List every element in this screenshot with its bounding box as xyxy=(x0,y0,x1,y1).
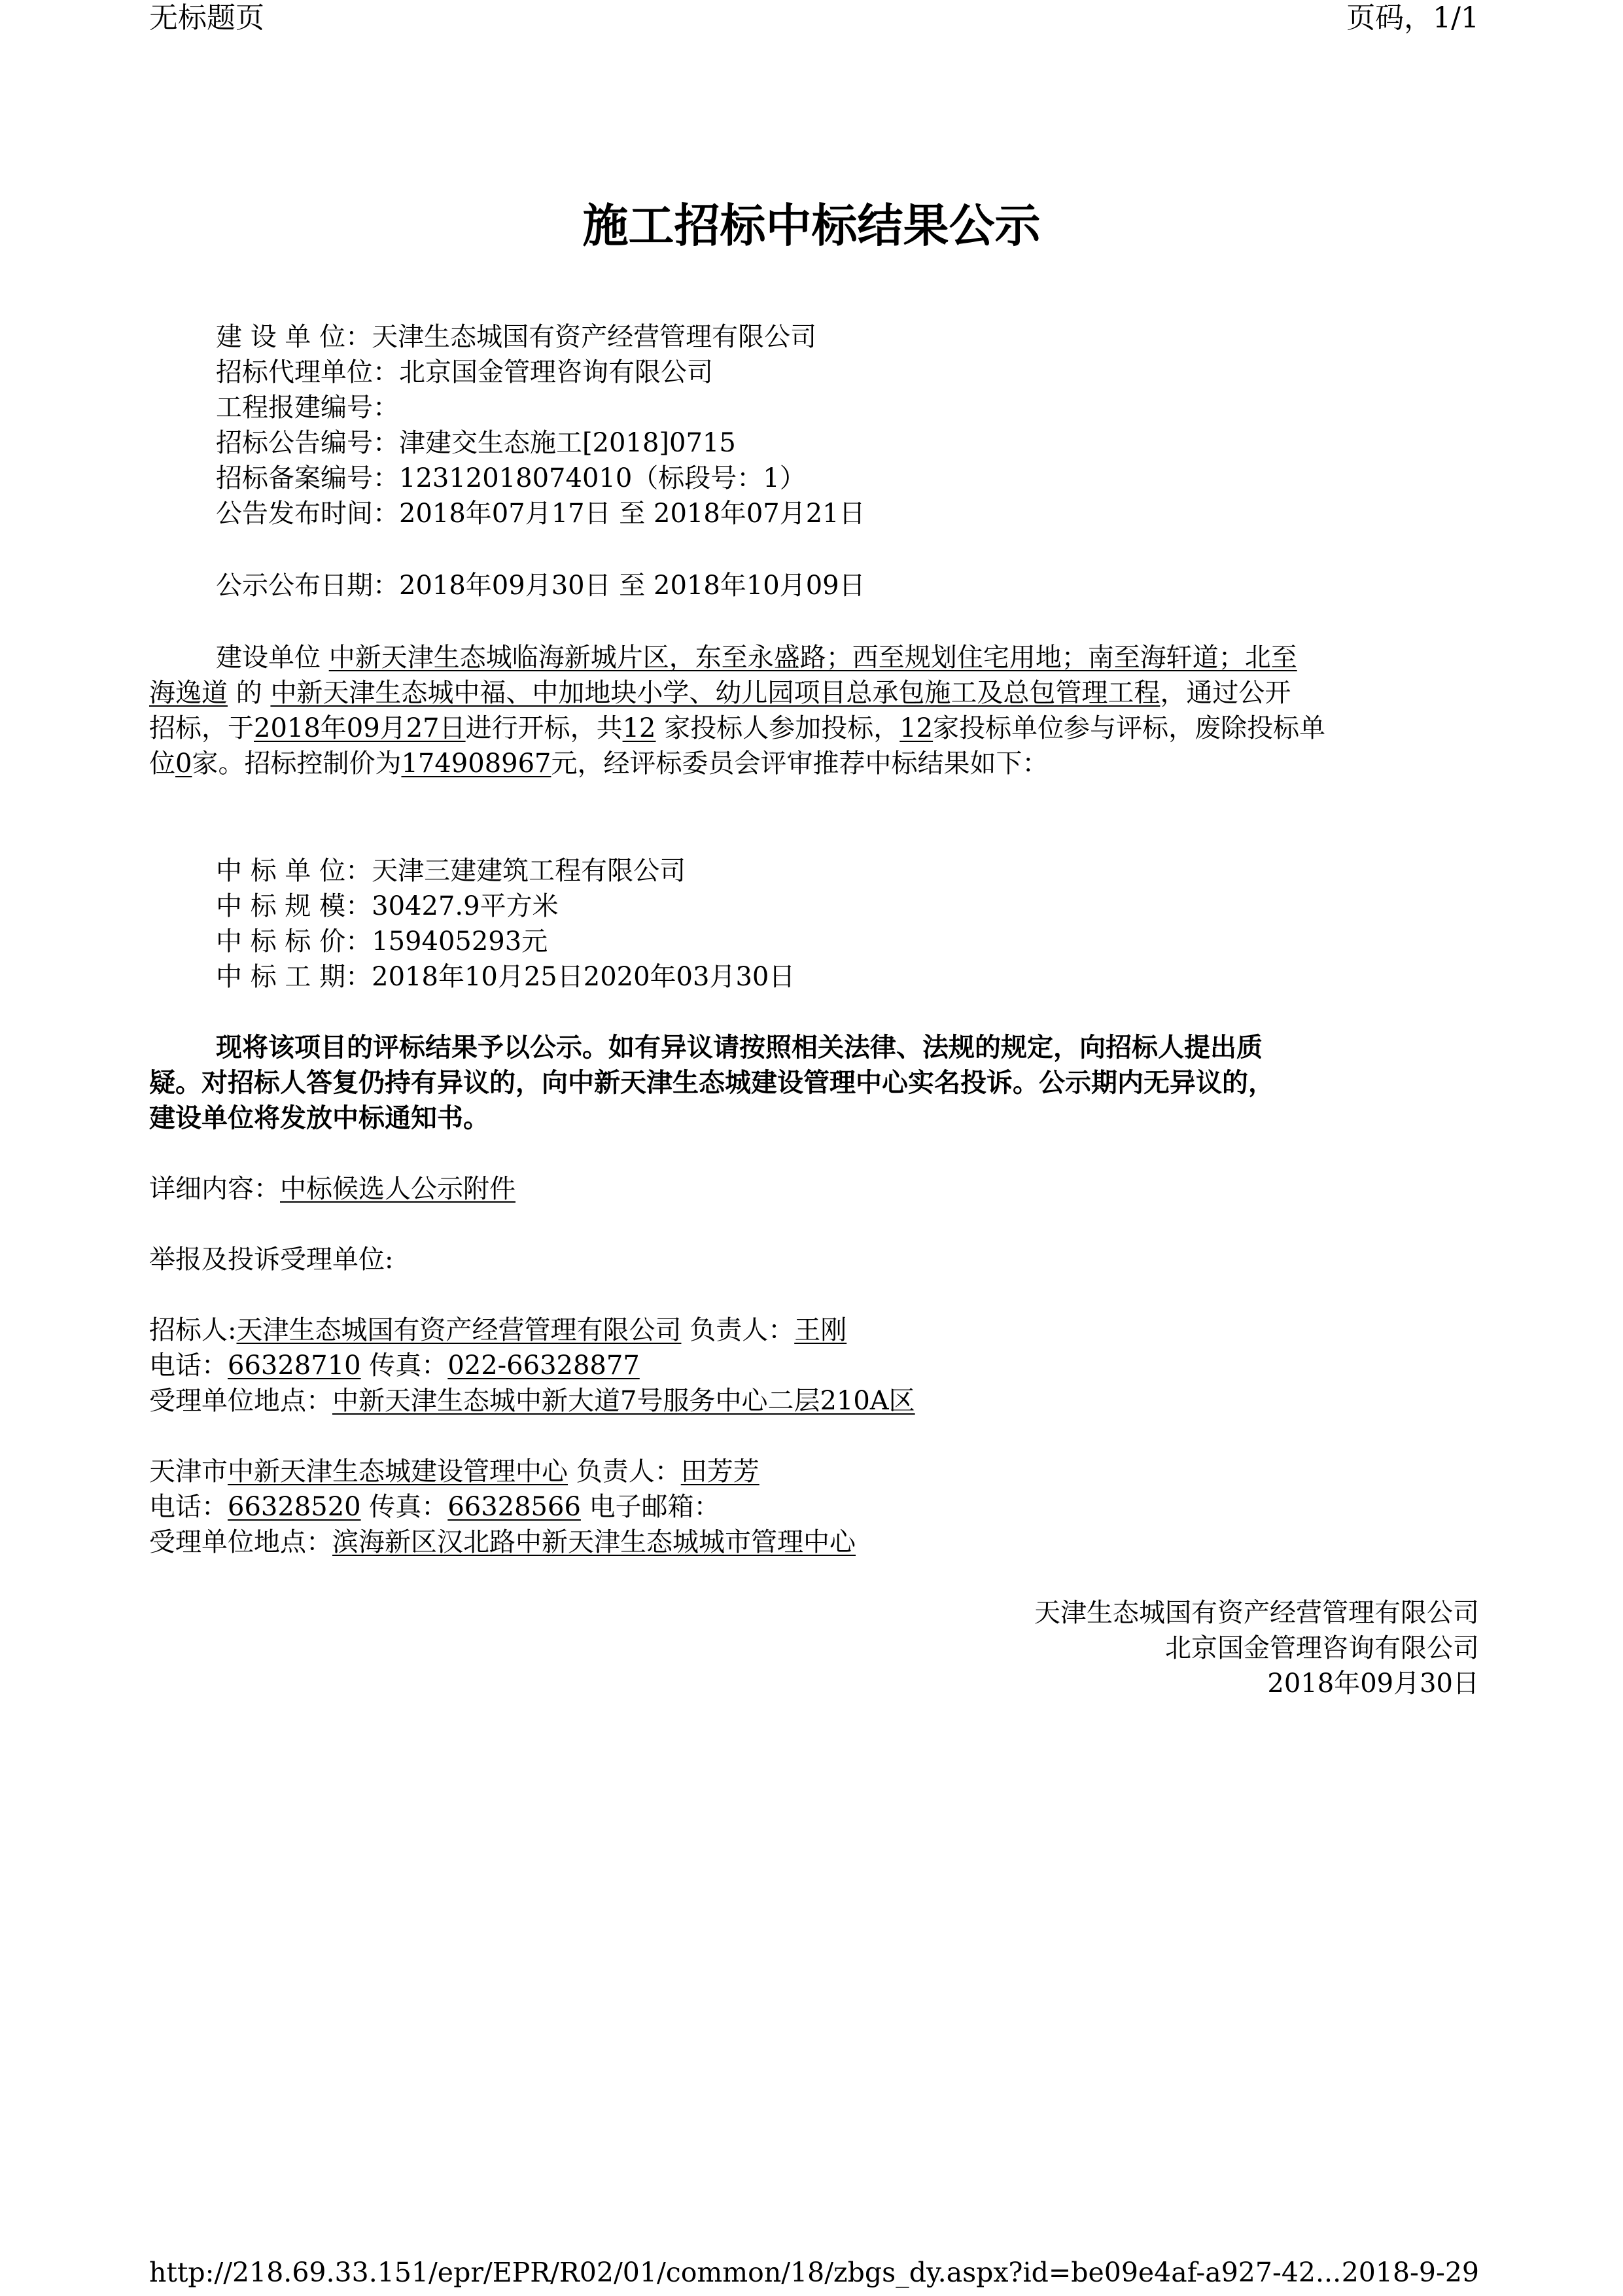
signature-date: 2018年09月30日 xyxy=(1267,1669,1479,1699)
print-footer-url: http://218.69.33.151/epr/EPR/R02/01/common/18/zbgs_dy.aspx?id=be09e4af-a927-42... xyxy=(149,2257,1342,2288)
tenderer-fax: 022-66328877 xyxy=(447,1351,640,1381)
value: 2018年10月25日2020年03月30日 xyxy=(372,962,795,992)
value: 2018年09月30日 至 2018年10月09日 xyxy=(399,571,865,601)
text: 进行开标，共 xyxy=(465,713,623,743)
label: 中 标 单 位： xyxy=(216,856,372,886)
text: 家投标人参加投标， xyxy=(655,713,900,743)
signature-org-2: 北京国金管理咨询有限公司 xyxy=(1165,1633,1479,1663)
result-scale xyxy=(216,889,559,924)
info-agency xyxy=(216,355,713,390)
tenderer-line xyxy=(149,1313,846,1348)
authority-addr-line xyxy=(149,1525,856,1560)
detail-line xyxy=(149,1171,515,1207)
body-line-2 xyxy=(149,675,1291,711)
label: 中 标 工 期： xyxy=(216,962,372,992)
attachment-link[interactable]: 中标候选人公示附件 xyxy=(280,1174,515,1204)
tenderer-phone-line xyxy=(149,1348,640,1383)
value: 天津生态城国有资产经营管理有限公司 xyxy=(372,322,817,352)
tenderer-contact: 王刚 xyxy=(794,1315,847,1345)
label: 传真： xyxy=(360,1351,448,1381)
label: 电子邮箱： xyxy=(580,1492,720,1522)
label: 建 设 单 位： xyxy=(216,322,372,352)
label: 中 标 规 模： xyxy=(216,891,372,921)
info-construction-unit xyxy=(216,319,816,355)
signature-org-1: 天津生态城国有资产经营管理有限公司 xyxy=(1034,1598,1479,1628)
complaint-title: 举报及投诉受理单位: xyxy=(149,1245,394,1275)
notice-line-1: 现将该项目的评标结果予以公示。如有异议请按照相关法律、法规的规定，向招标人提出质 xyxy=(216,1032,1263,1063)
location-link-cont[interactable]: 海逸道 xyxy=(149,678,228,708)
label: 受理单位地点： xyxy=(149,1386,332,1416)
label: 公示公布日期： xyxy=(216,571,399,601)
text: 家投标单位参与评标，废除投标单 xyxy=(933,713,1326,743)
text: 建设单位 xyxy=(216,643,329,673)
notice-line-2: 疑。对招标人答复仍持有异议的，向中新天津生态城建设管理中心实名投诉。公示期内无异议的， xyxy=(149,1067,1274,1098)
page-title: 施工招标中标结果公示 xyxy=(582,198,1041,253)
result-price xyxy=(216,924,548,959)
label: 负责人： xyxy=(681,1315,795,1345)
print-header-page: 页码，1/1 xyxy=(1346,1,1479,35)
label: 公告发布时间： xyxy=(216,499,399,529)
text: 位 xyxy=(149,749,175,779)
tenderer-addr-line xyxy=(149,1383,915,1419)
text: 的 xyxy=(228,678,271,708)
project-name-link[interactable]: 中新天津生态城中福、中加地块小学、幼儿园项目总承包施工及总包管理工程 xyxy=(270,678,1161,708)
location-link[interactable]: 中新天津生态城临海新城片区，东至永盛路；西至规划住宅用地；南至海轩道；北至 xyxy=(328,643,1297,673)
label: 招标备案编号： xyxy=(216,463,399,493)
label: 传真： xyxy=(360,1492,448,1522)
bidder-count: 12 xyxy=(622,713,656,743)
label: 负责人： xyxy=(568,1457,681,1487)
value: 津建交生态施工[2018]0715 xyxy=(399,428,736,458)
void-count: 0 xyxy=(175,749,192,779)
control-price: 174908967 xyxy=(401,749,551,779)
value: 天津三建建筑工程有限公司 xyxy=(372,856,686,886)
authority-line xyxy=(149,1454,759,1489)
value: 30427.9平方米 xyxy=(372,891,559,921)
text: 招标，于 xyxy=(149,713,254,743)
value: 159405293元 xyxy=(372,927,548,957)
text: 家。招标控制价为 xyxy=(192,749,402,779)
label: 电话： xyxy=(149,1492,228,1522)
notice-line-3: 建设单位将发放中标通知书。 xyxy=(149,1103,489,1133)
body-line-1 xyxy=(216,640,1297,675)
value: 北京国金管理咨询有限公司 xyxy=(399,357,713,387)
label: 中 标 标 价： xyxy=(216,927,372,957)
authority-fax: 66328566 xyxy=(447,1492,581,1522)
label: 详细内容： xyxy=(149,1174,280,1204)
info-public-date xyxy=(216,568,865,603)
info-record-no xyxy=(216,461,806,496)
info-project-code xyxy=(216,390,399,425)
body-line-4 xyxy=(149,746,1049,781)
authority-phone: 66328520 xyxy=(228,1492,361,1522)
info-publish-time xyxy=(216,496,865,531)
result-period xyxy=(216,959,795,995)
info-notice-no xyxy=(216,425,736,461)
print-header-title: 无标题页 xyxy=(149,1,264,35)
result-winner xyxy=(216,853,686,889)
tenderer-address: 中新天津生态城中新大道7号服务中心二层210A区 xyxy=(332,1386,915,1416)
label: 受理单位地点： xyxy=(149,1527,332,1557)
label: 工程报建编号： xyxy=(216,393,399,423)
body-line-3 xyxy=(149,711,1325,746)
authority-name-link[interactable]: 中新天津生态城建设管理中心 xyxy=(228,1457,568,1487)
label: 电话： xyxy=(149,1351,228,1381)
label: 天津市 xyxy=(149,1457,228,1487)
label: 招标公告编号： xyxy=(216,428,399,458)
authority-phone-line xyxy=(149,1489,720,1525)
opening-date: 2018年09月27日 xyxy=(254,713,466,743)
label: 招标人: xyxy=(149,1315,237,1345)
tenderer-phone: 66328710 xyxy=(228,1351,361,1381)
value: 2018年07月17日 至 2018年07月21日 xyxy=(399,499,865,529)
text: ，通过公开 xyxy=(1160,678,1291,708)
authority-contact: 田芳芳 xyxy=(680,1457,759,1487)
tenderer-name-link[interactable]: 天津生态城国有资产经营管理有限公司 xyxy=(236,1315,682,1345)
value: 12312018074010（标段号：1） xyxy=(399,463,806,493)
text: 元，经评标委员会评审推荐中标结果如下： xyxy=(551,749,1049,779)
authority-address: 滨海新区汉北路中新天津生态城城市管理中心 xyxy=(332,1527,856,1557)
print-footer-date: 2018-9-29 xyxy=(1341,2257,1479,2288)
label: 招标代理单位： xyxy=(216,357,399,387)
evaluated-count: 12 xyxy=(899,713,934,743)
